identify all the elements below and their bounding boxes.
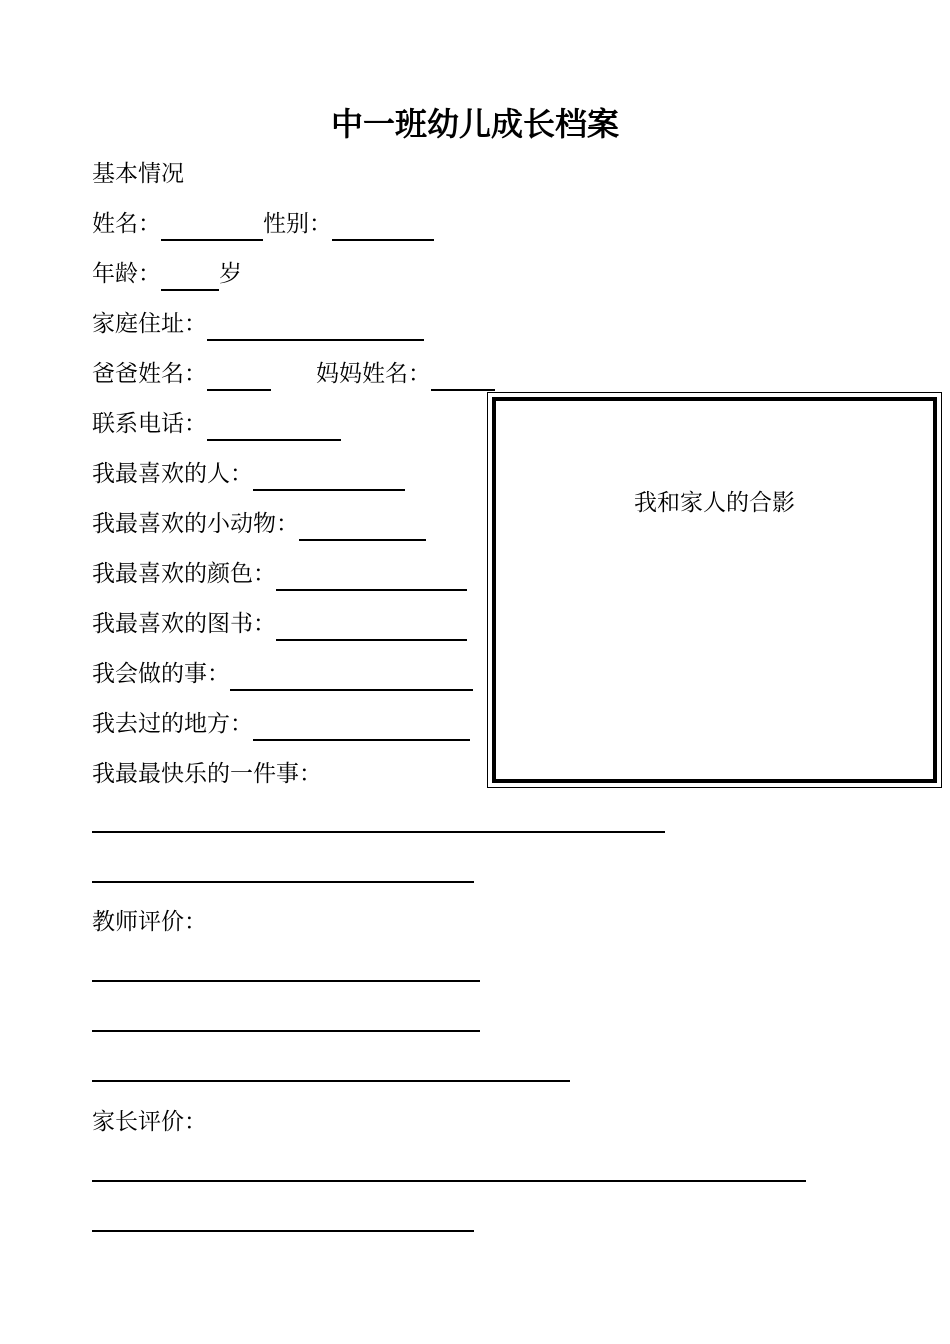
places-field[interactable] xyxy=(253,713,470,741)
teacher-eval-line-3[interactable] xyxy=(92,1080,570,1082)
family-photo-inner-border xyxy=(492,397,937,783)
parent-eval-heading: 家长评价： xyxy=(92,1109,207,1135)
teacher-eval-line-2[interactable] xyxy=(92,1030,480,1032)
places-row xyxy=(92,707,470,741)
fav-animal-field[interactable] xyxy=(299,513,426,541)
family-photo-frame xyxy=(487,392,942,788)
age-row xyxy=(92,257,242,291)
fav-animal-label: 我最喜欢的小动物： xyxy=(92,511,299,537)
fav-book-label: 我最喜欢的图书： xyxy=(92,611,276,637)
name-field[interactable] xyxy=(161,213,263,241)
section-basic-heading: 基本情况 xyxy=(92,161,184,187)
father-name-label: 爸爸姓名： xyxy=(92,361,207,387)
fav-person-field[interactable] xyxy=(253,463,405,491)
can-do-row xyxy=(92,657,473,691)
age-unit: 岁 xyxy=(219,261,242,287)
name-gender-row xyxy=(92,207,434,241)
fav-person-label: 我最喜欢的人： xyxy=(92,461,253,487)
places-label: 我去过的地方： xyxy=(92,711,253,737)
address-label: 家庭住址： xyxy=(92,311,207,337)
can-do-label: 我会做的事： xyxy=(92,661,230,687)
fav-book-field[interactable] xyxy=(276,613,467,641)
fav-animal-row xyxy=(92,507,426,541)
name-label: 姓名： xyxy=(92,211,161,237)
phone-field[interactable] xyxy=(207,413,341,441)
phone-label: 联系电话： xyxy=(92,411,207,437)
can-do-field[interactable] xyxy=(230,663,473,691)
gender-field[interactable] xyxy=(332,213,434,241)
happiest-line-2[interactable] xyxy=(92,881,474,883)
gender-label: 性别： xyxy=(263,211,332,237)
family-photo-label: 我和家人的合影 xyxy=(634,490,795,516)
father-name-field[interactable] xyxy=(207,363,271,391)
fav-person-row xyxy=(92,457,405,491)
address-field[interactable] xyxy=(207,313,424,341)
teacher-eval-heading: 教师评价： xyxy=(92,909,207,935)
age-label: 年龄： xyxy=(92,261,161,287)
fav-color-field[interactable] xyxy=(276,563,467,591)
address-row xyxy=(92,307,424,341)
fav-color-row xyxy=(92,557,467,591)
fav-color-label: 我最喜欢的颜色： xyxy=(92,561,276,587)
fav-book-row xyxy=(92,607,467,641)
mother-name-label: 妈妈姓名： xyxy=(316,361,431,387)
happiest-line-1[interactable] xyxy=(92,831,665,833)
teacher-eval-line-1[interactable] xyxy=(92,980,480,982)
phone-row xyxy=(92,407,341,441)
age-field[interactable] xyxy=(161,263,219,291)
parent-eval-line-1[interactable] xyxy=(92,1180,806,1182)
page-title: 中一班幼儿成长档案 xyxy=(330,105,619,143)
parents-row xyxy=(92,357,495,391)
mother-name-field[interactable] xyxy=(431,363,495,391)
parent-eval-line-2[interactable] xyxy=(92,1230,474,1232)
happiest-heading: 我最最快乐的一件事： xyxy=(92,761,322,787)
